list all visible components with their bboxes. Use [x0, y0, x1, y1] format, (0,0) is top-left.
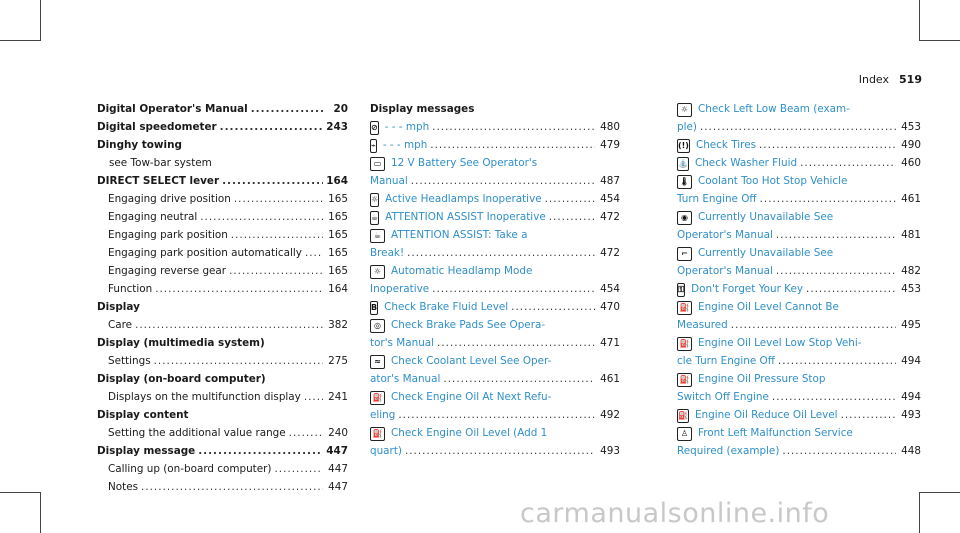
watermark: carmanualsonline.info	[520, 498, 830, 529]
cruise-control-icon: ⌁	[370, 139, 377, 153]
entry-page-number: 164	[326, 175, 348, 187]
headlamp-icon: ☼	[370, 265, 385, 279]
entry-page-number: 447	[326, 445, 348, 457]
index-entry	[97, 280, 348, 298]
entry-text: Check Engine Oil At Next Refu-	[391, 391, 552, 403]
leader-dots	[154, 352, 323, 370]
entry-text: tor's Manual	[370, 337, 435, 349]
entry-page-number: 461	[600, 373, 620, 385]
entry-page-number: 165	[328, 265, 348, 277]
entry-page-number: 165	[328, 193, 348, 205]
index-entry	[97, 190, 348, 208]
index-entry	[370, 190, 620, 208]
entry-text: - - - mph	[382, 139, 428, 151]
oil-can-icon: ⛽	[677, 337, 692, 351]
coolant-temp-icon: 🌡	[677, 175, 692, 189]
coolant-icon: ≈	[370, 355, 385, 369]
index-entry	[97, 424, 348, 442]
leader-dots	[760, 190, 896, 208]
leader-dots	[229, 262, 323, 280]
entry-text: Engine Oil Reduce Oil Level	[694, 409, 838, 421]
entry-text: ATTENTION ASSIST Inoperative	[385, 211, 546, 223]
crop-mark	[919, 40, 960, 41]
entry-text: Required (example)	[677, 445, 780, 457]
attention-assist-icon: ☕	[370, 211, 379, 225]
entry-text: Engaging drive position	[108, 193, 231, 205]
index-entry	[677, 442, 921, 460]
entry-page-number: 453	[901, 121, 921, 133]
index-entry	[370, 172, 620, 190]
leader-dots	[800, 154, 896, 172]
entry-text: ple)	[677, 121, 697, 133]
entry-page-number: 493	[600, 445, 620, 457]
leader-dots	[231, 226, 323, 244]
index-entry	[97, 334, 348, 352]
crop-mark	[919, 492, 920, 533]
leader-dots	[432, 280, 595, 298]
leader-dots	[407, 244, 595, 262]
entry-page-number: 454	[600, 283, 620, 295]
leader-dots	[806, 280, 896, 298]
oil-can-icon: ⛽	[370, 391, 385, 405]
entry-text: Inoperative	[370, 283, 430, 295]
headlamp-icon: ☼	[677, 103, 692, 117]
index-entry	[97, 226, 348, 244]
entry-text: Coolant Too Hot Stop Vehicle	[698, 175, 848, 187]
leader-dots	[411, 172, 595, 190]
index-entry	[370, 316, 620, 334]
leader-dots	[398, 406, 595, 424]
entry-text: Turn Engine Off	[677, 193, 757, 205]
entry-text: Operator's Manual	[677, 229, 773, 241]
index-entry	[677, 262, 921, 280]
index-entry	[370, 136, 620, 154]
entry-text: Currently Unavailable See	[698, 211, 834, 223]
index-entry	[97, 478, 348, 496]
entry-text: Display	[97, 301, 140, 313]
leader-dots	[437, 334, 595, 352]
index-entry	[97, 118, 348, 136]
index-entry	[677, 100, 921, 118]
leader-dots	[443, 370, 595, 388]
leader-dots	[776, 226, 896, 244]
index-entry	[97, 136, 348, 154]
entry-page-number: 494	[901, 391, 921, 403]
tire-icon: (!)	[677, 139, 690, 153]
index-entry	[97, 154, 348, 172]
leader-dots	[234, 190, 323, 208]
index-entry	[677, 208, 921, 226]
index-entry	[370, 442, 620, 460]
leader-dots	[200, 208, 323, 226]
entry-text: Check Brake Fluid Level	[384, 301, 509, 313]
leader-dots	[731, 316, 896, 334]
entry-text: Engine Oil Pressure Stop	[698, 373, 826, 385]
entry-page-number: 165	[328, 247, 348, 259]
entry-page-number: 243	[326, 121, 348, 133]
leader-dots	[772, 388, 896, 406]
entry-text: Calling up (on-board computer)	[108, 463, 272, 475]
entry-page-number: 454	[600, 193, 620, 205]
index-entry	[370, 262, 620, 280]
entry-text: Displays on the multifunction display	[108, 391, 301, 403]
leader-dots	[141, 478, 323, 496]
leader-dots	[274, 460, 323, 478]
entry-text: Engaging neutral	[108, 211, 198, 223]
crop-mark	[0, 40, 41, 41]
entry-text: Notes	[108, 481, 139, 493]
oil-can-icon: ⛽	[677, 301, 692, 315]
index-entry	[677, 118, 921, 136]
index-entry	[677, 172, 921, 190]
leader-dots	[289, 424, 323, 442]
leader-dots	[222, 172, 323, 190]
index-entry	[97, 442, 348, 460]
seat-icon: ⌐	[677, 247, 692, 261]
index-entry	[97, 406, 348, 424]
entry-text: Operator's Manual	[677, 265, 773, 277]
crop-mark	[40, 492, 41, 533]
index-entry	[370, 100, 620, 118]
index-entry	[97, 208, 348, 226]
index-entry	[97, 460, 348, 478]
entry-page-number: 480	[600, 121, 620, 133]
entry-text: Engine Oil Level Cannot Be	[698, 301, 839, 313]
leader-dots	[776, 262, 896, 280]
index-entry	[370, 208, 620, 226]
index-entry	[370, 406, 620, 424]
index-column-1	[97, 100, 348, 496]
leader-dots	[549, 208, 595, 226]
index-entry	[677, 334, 921, 352]
entry-text: DIRECT SELECT lever	[97, 175, 220, 187]
entry-text: Measured	[677, 319, 728, 331]
entry-page-number: 471	[600, 337, 620, 349]
leader-dots	[135, 316, 323, 334]
index-entry	[370, 280, 620, 298]
brake-pads-icon: ◎	[370, 319, 385, 333]
leader-dots	[778, 352, 896, 370]
entry-text: Don't Forget Your Key	[691, 283, 804, 295]
entry-page-number: 472	[600, 247, 620, 259]
entry-text: Check Left Low Beam (exam-	[698, 103, 850, 115]
entry-page-number: 461	[901, 193, 921, 205]
index-entry	[370, 118, 620, 136]
entry-text: Settings	[108, 355, 151, 367]
index-entry	[97, 388, 348, 406]
brake-icon: B	[370, 301, 378, 315]
index-entry	[677, 406, 921, 424]
page-header	[859, 73, 922, 86]
entry-text: Setting the additional value range	[108, 427, 286, 439]
leader-dots	[545, 190, 595, 208]
entry-page-number: 165	[328, 211, 348, 223]
entry-text: Automatic Headlamp Mode	[391, 265, 533, 277]
entry-page-number: 382	[328, 319, 348, 331]
entry-text: ATTENTION ASSIST: Take a	[391, 229, 528, 241]
entry-text: Active Headlamps Inoperative	[385, 193, 542, 205]
oil-can-icon: ⛽	[677, 373, 692, 387]
index-entry	[370, 244, 620, 262]
index-column-2	[370, 100, 620, 460]
leader-dots	[841, 406, 896, 424]
crop-mark	[40, 0, 41, 41]
index-entry	[677, 190, 921, 208]
entry-page-number: 164	[328, 283, 348, 295]
index-entry	[677, 370, 921, 388]
entry-page-number: 460	[901, 157, 921, 169]
index-entry	[97, 370, 348, 388]
speed-limit-icon: ⊘	[370, 121, 379, 135]
entry-text: Engine Oil Level Low Stop Vehi-	[698, 337, 862, 349]
entry-text: Engaging reverse gear	[108, 265, 227, 277]
entry-page-number: 479	[600, 139, 620, 151]
entry-page-number: 20	[333, 103, 348, 115]
index-entry	[677, 316, 921, 334]
index-entry	[677, 388, 921, 406]
section-label: Index	[858, 73, 890, 86]
index-entry	[370, 226, 620, 244]
entry-text: Manual	[370, 175, 408, 187]
entry-page-number: 447	[328, 481, 348, 493]
entry-text: Break!	[370, 247, 405, 259]
index-entry	[677, 352, 921, 370]
entry-text: quart)	[370, 445, 402, 457]
oil-can-icon: ⛽	[370, 427, 385, 441]
battery-icon: ▭	[370, 157, 385, 171]
entry-text: Front Left Malfunction Service	[698, 427, 853, 439]
entry-text: Function	[108, 283, 153, 295]
index-entry	[677, 244, 921, 262]
index-entry	[677, 154, 921, 172]
leader-dots	[511, 298, 595, 316]
entry-page-number: 275	[328, 355, 348, 367]
index-entry	[370, 334, 620, 352]
index-entry	[97, 100, 348, 118]
entry-text: - - - mph	[384, 121, 430, 133]
crop-mark	[919, 492, 960, 493]
leader-dots	[405, 442, 595, 460]
index-entry	[370, 154, 620, 172]
index-entry	[370, 298, 620, 316]
page-number: 519	[899, 73, 922, 86]
leader-dots	[305, 244, 323, 262]
entry-text: ator's Manual	[370, 373, 441, 385]
crop-mark	[919, 0, 920, 41]
entry-text: Currently Unavailable See	[698, 247, 834, 259]
entry-page-number: 481	[901, 229, 921, 241]
leader-dots	[700, 118, 896, 136]
entry-text: Check Brake Pads See Opera-	[391, 319, 546, 331]
index-entry	[97, 262, 348, 280]
entry-text: Display messages	[370, 103, 475, 115]
entry-text: eling	[370, 409, 396, 421]
washer-fluid-icon: ⛲	[677, 157, 689, 171]
crop-mark	[0, 492, 41, 493]
entry-text: Display (multimedia system)	[97, 337, 265, 349]
index-entry	[677, 424, 921, 442]
entry-text: Engaging park position	[108, 229, 228, 241]
unavailable-icon: ◉	[677, 211, 692, 225]
entry-text: Display message	[97, 445, 196, 457]
entry-text: Engaging park position automatically	[108, 247, 302, 259]
leader-dots	[220, 118, 323, 136]
leader-dots	[782, 442, 896, 460]
index-entry	[677, 136, 921, 154]
entry-text: Digital Operator's Manual	[97, 103, 248, 115]
index-entry	[97, 244, 348, 262]
index-column-3	[677, 100, 921, 460]
index-entry	[370, 370, 620, 388]
entry-page-number: 448	[901, 445, 921, 457]
entry-page-number: 494	[901, 355, 921, 367]
entry-text: Digital speedometer	[97, 121, 217, 133]
entry-page-number: 470	[600, 301, 620, 313]
index-entry	[97, 172, 348, 190]
entry-text: Dinghy towing	[97, 139, 182, 151]
leader-dots	[198, 442, 323, 460]
entry-text: Check Washer Fluid	[694, 157, 798, 169]
entry-page-number: 165	[328, 229, 348, 241]
leader-dots	[155, 280, 323, 298]
entry-page-number: 240	[328, 427, 348, 439]
leader-dots	[430, 136, 595, 154]
entry-text: Display content	[97, 409, 189, 421]
entry-page-number: 495	[901, 319, 921, 331]
leader-dots	[432, 118, 595, 136]
entry-text: cle Turn Engine Off	[677, 355, 775, 367]
entry-page-number: 490	[901, 139, 921, 151]
airbag-icon: ♙	[677, 427, 692, 441]
entry-text: Check Tires	[695, 139, 756, 151]
leader-dots	[759, 136, 896, 154]
index-entry	[370, 424, 620, 442]
index-entry	[677, 298, 921, 316]
index-entry	[97, 298, 348, 316]
entry-text: 12 V Battery See Operator's	[391, 157, 538, 169]
entry-page-number: 487	[600, 175, 620, 187]
entry-text: Check Engine Oil Level (Add 1	[391, 427, 548, 439]
key-icon: ⚿	[677, 283, 685, 297]
entry-page-number: 241	[328, 391, 348, 403]
entry-text: Care	[108, 319, 133, 331]
index-entry	[97, 352, 348, 370]
index-entry	[370, 388, 620, 406]
entry-page-number: 482	[901, 265, 921, 277]
entry-page-number: 472	[600, 211, 620, 223]
entry-page-number: 453	[901, 283, 921, 295]
entry-text: Check Coolant Level See Oper-	[391, 355, 552, 367]
leader-dots	[304, 388, 323, 406]
index-entry	[370, 352, 620, 370]
entry-page-number: 447	[328, 463, 348, 475]
headlamp-icon: ☼	[370, 193, 379, 207]
index-entry	[97, 316, 348, 334]
entry-text: Display (on-board computer)	[97, 373, 266, 385]
oil-can-icon: ⛽	[677, 409, 689, 423]
entry-page-number: 493	[901, 409, 921, 421]
attention-assist-icon: ☕	[370, 229, 385, 243]
entry-page-number: 492	[600, 409, 620, 421]
entry-text: Switch Off Engine	[677, 391, 769, 403]
index-entry	[677, 280, 921, 298]
index-entry	[677, 226, 921, 244]
leader-dots	[251, 100, 323, 118]
entry-text: see Tow-bar system	[109, 157, 212, 169]
